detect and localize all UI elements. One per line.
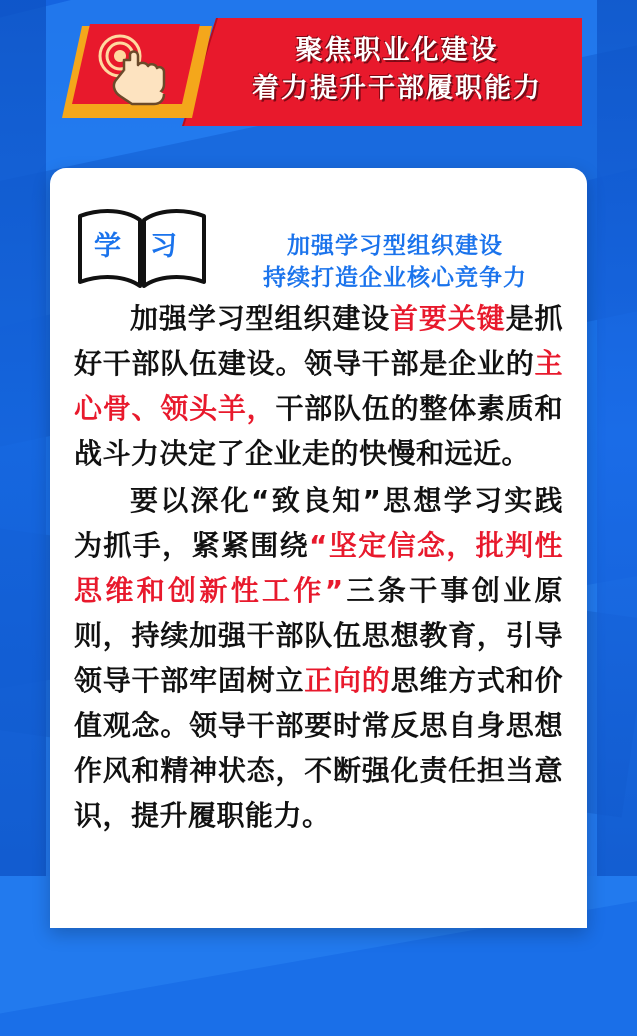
body-text-run: 思维方式和价值观念。领导干部要时常反思自身思想作风和精神状态，不断强化责任担当意识，提升履职能力。 bbox=[74, 664, 563, 832]
body-paragraph bbox=[74, 296, 563, 476]
book-label-right: 习 bbox=[150, 231, 178, 262]
body-paragraph bbox=[74, 478, 563, 838]
body-text-run: 是抓好干部队伍建设。领导干部是企业的 bbox=[74, 302, 563, 380]
header-title-line2: 着力提升干部履职能力 bbox=[252, 73, 542, 104]
highlighted-text: 主心骨、领头羊， bbox=[74, 347, 563, 425]
background-right-band bbox=[597, 0, 637, 876]
header-banner bbox=[62, 18, 582, 126]
header-title bbox=[212, 32, 582, 108]
highlighted-text: “坚定信念，批判性思维和创新性工作” bbox=[74, 529, 563, 607]
highlighted-text: 正向的 bbox=[304, 664, 391, 697]
open-book-icon bbox=[72, 202, 212, 294]
card-subtitle bbox=[220, 230, 570, 294]
touch-hand-icon bbox=[80, 26, 184, 110]
body-text-run: 要以深化“致良知”思想学习实践为抓手，紧紧围绕 bbox=[74, 484, 563, 562]
highlighted-text: 首要关键 bbox=[390, 302, 506, 335]
body-text-run: 三条干事创业原则，持续加强干部队伍思想教育，引导领导干部牢固树立 bbox=[74, 574, 563, 697]
body-text-run: 加强学习型组织建设 bbox=[130, 302, 391, 335]
book-label-left: 学 bbox=[94, 231, 122, 262]
background-left-band bbox=[0, 0, 46, 876]
header-title-line1: 聚焦职业化建设 bbox=[295, 35, 499, 66]
card-subtitle-line1: 加强学习型组织建设 bbox=[287, 233, 503, 259]
card-subtitle-line2: 持续打造企业核心竞争力 bbox=[263, 265, 527, 291]
card-header bbox=[50, 168, 587, 296]
body-text-run: 干部队伍的整体素质和战斗力决定了企业走的快慢和远近。 bbox=[74, 392, 563, 470]
content-card bbox=[50, 168, 587, 928]
card-body bbox=[74, 296, 563, 838]
